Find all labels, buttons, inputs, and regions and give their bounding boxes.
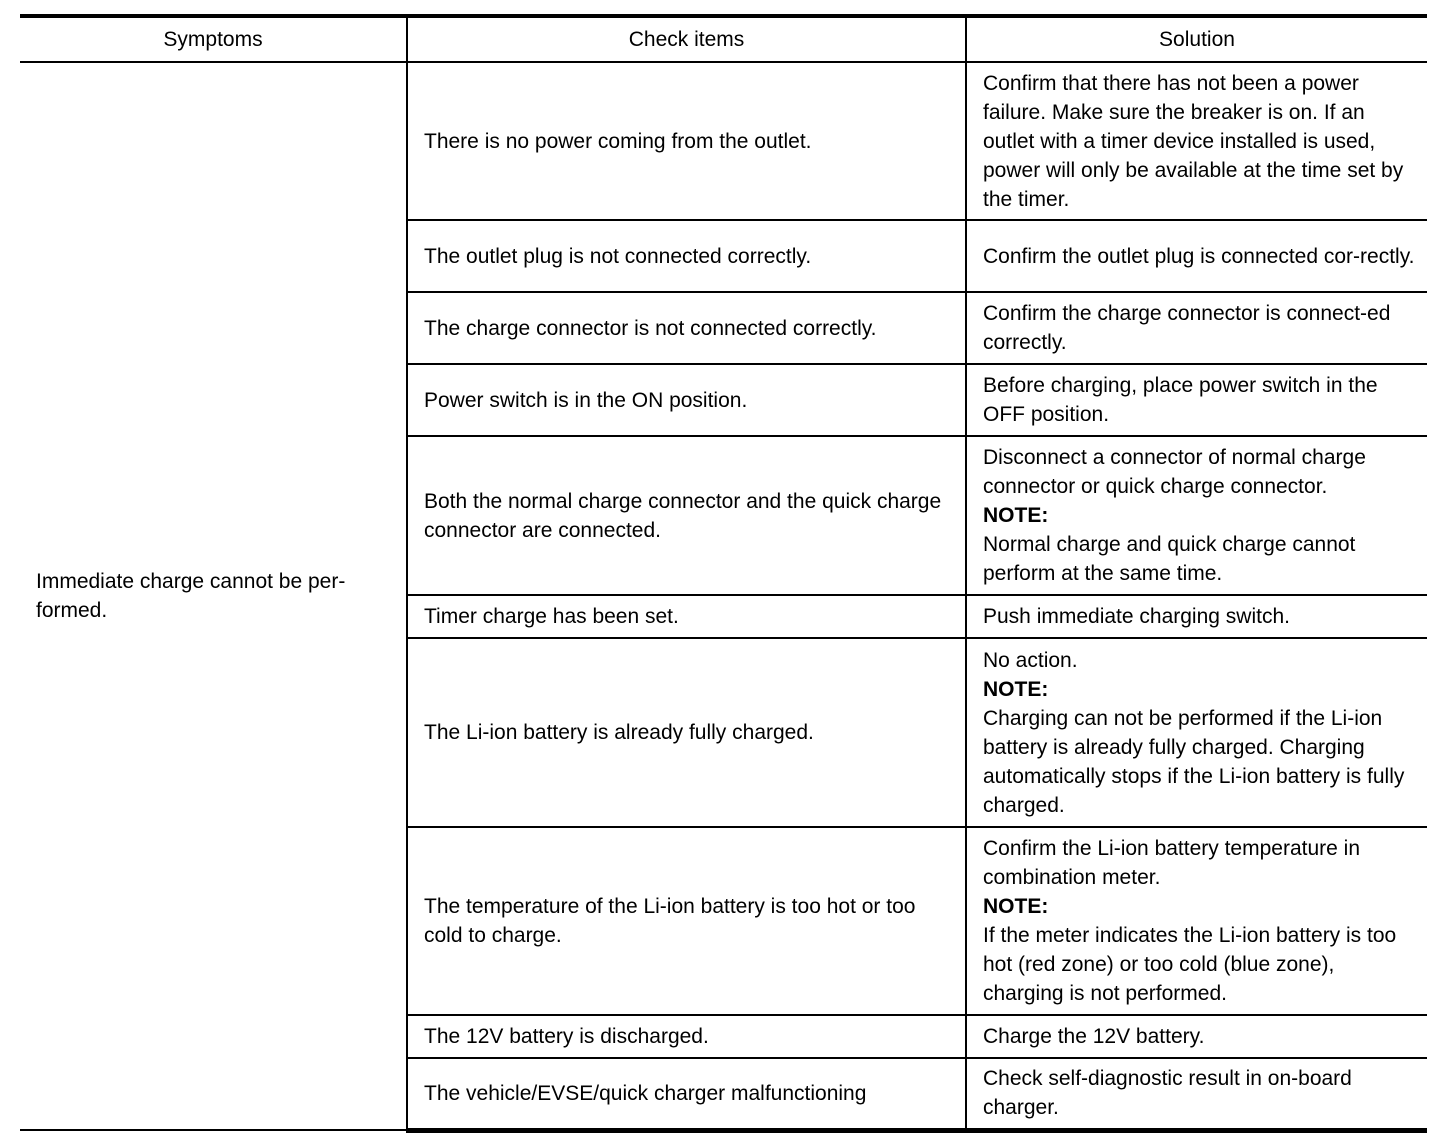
header-check-items: Check items bbox=[407, 16, 966, 62]
solution-cell bbox=[966, 436, 1427, 595]
header-row bbox=[20, 16, 1427, 62]
solution-text: Confirm the Li-ion battery temperature in combination meter. bbox=[983, 837, 1361, 889]
solution-cell bbox=[966, 827, 1427, 1015]
solution-text: Before charging, place power switch in the OFF position. bbox=[983, 374, 1378, 426]
check-item: The charge connector is not connected correctly. bbox=[407, 292, 966, 364]
solution-text: Push immediate charging switch. bbox=[983, 605, 1290, 628]
solution-text: No action. bbox=[983, 648, 1078, 672]
check-item: The Li-ion battery is already fully charged. bbox=[407, 638, 966, 827]
check-item: Power switch is in the ON position. bbox=[407, 364, 966, 436]
solution-cell bbox=[966, 1058, 1427, 1130]
solution-cell bbox=[966, 1015, 1427, 1058]
solution-text: Confirm that there has not been a power failure. Make sure the breaker is on. If an outlet with a timer device installed is used, power will only be available at the time set by the timer. bbox=[983, 71, 1404, 211]
solution-cell bbox=[966, 638, 1427, 827]
solution-cell bbox=[966, 595, 1427, 638]
header-solution: Solution bbox=[966, 16, 1427, 62]
check-item: Timer charge has been set. bbox=[407, 595, 966, 638]
symptom-cell: Immediate charge cannot be per-formed. bbox=[20, 62, 407, 1130]
solution-cell bbox=[966, 292, 1427, 364]
troubleshooting-table bbox=[20, 14, 1427, 1133]
check-item: The outlet plug is not connected correctly. bbox=[407, 220, 966, 292]
note-text: Charging can not be performed if the Li-ion battery is already fully charged. Charging automatically stops if the Li-ion battery is fully charged. bbox=[983, 706, 1405, 817]
note-label: NOTE: bbox=[983, 895, 1049, 918]
check-item: There is no power coming from the outlet. bbox=[407, 62, 966, 220]
solution-text: Check self-diagnostic result in on-board charger. bbox=[983, 1067, 1352, 1120]
header-symptoms: Symptoms bbox=[20, 16, 407, 62]
note-text: Normal charge and quick charge cannot perform at the same time. bbox=[983, 533, 1356, 585]
check-item: Both the normal charge connector and the quick charge connector are connected. bbox=[407, 436, 966, 595]
check-item: The temperature of the Li-ion battery is too hot or too cold to charge. bbox=[407, 827, 966, 1015]
table-row bbox=[20, 62, 1427, 220]
note-label: NOTE: bbox=[983, 677, 1049, 701]
solution-cell bbox=[966, 220, 1427, 292]
solution-text: Confirm the charge connector is connect-ed correctly. bbox=[983, 302, 1391, 354]
note-label: NOTE: bbox=[983, 504, 1049, 527]
solution-text: Charge the 12V battery. bbox=[983, 1025, 1205, 1048]
solution-text: Confirm the outlet plug is connected cor-rectly. bbox=[983, 244, 1415, 268]
solution-cell bbox=[966, 62, 1427, 220]
check-item: The 12V battery is discharged. bbox=[407, 1015, 966, 1058]
solution-text: Disconnect a connector of normal charge connector or quick charge connector. bbox=[983, 446, 1366, 498]
note-text: If the meter indicates the Li-ion battery is too hot (red zone) or too cold (blue zone), charging is not performed. bbox=[983, 924, 1397, 1005]
check-item: The vehicle/EVSE/quick charger malfunctioning bbox=[407, 1058, 966, 1130]
solution-cell bbox=[966, 364, 1427, 436]
